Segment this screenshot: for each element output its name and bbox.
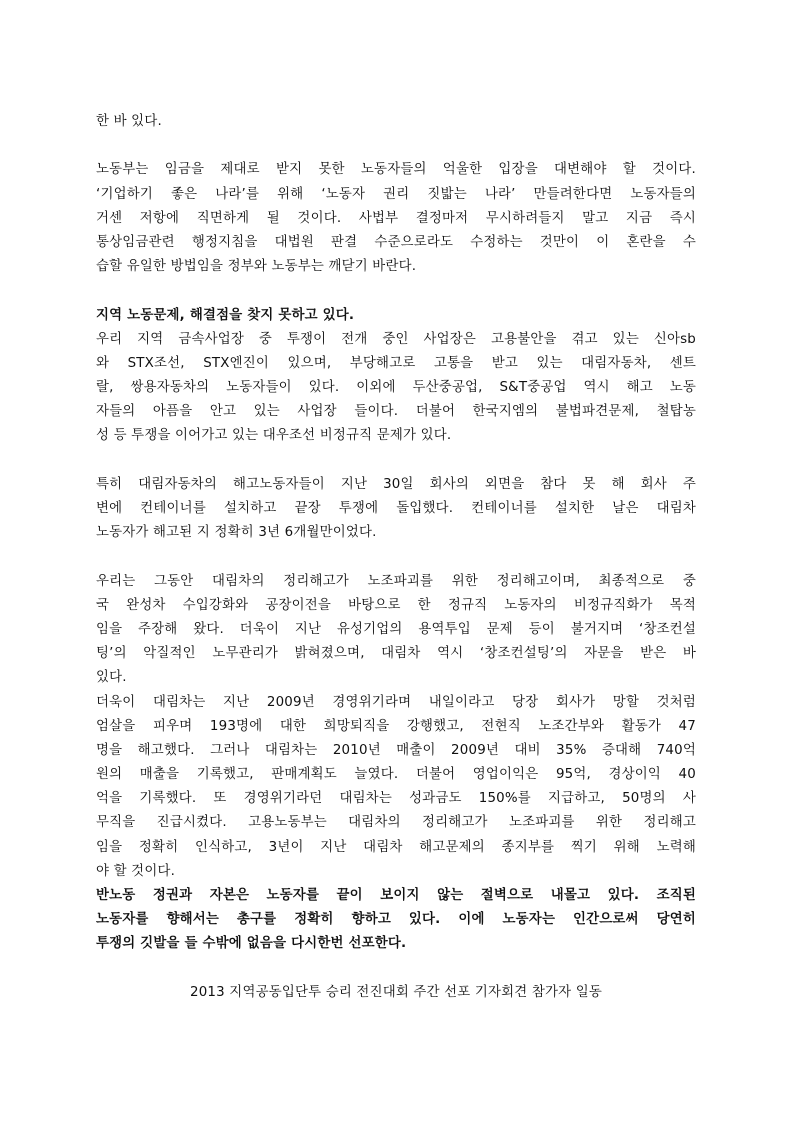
text-line: 습할 유일한 방법임을 정부와 노동부는 깨닫기 바란다.: [96, 259, 417, 275]
text-line: 원의 매출을 기록했고, 판매계획도 늘였다. 더불어 영업이익은 95억, 경상이익 40: [96, 767, 696, 783]
paragraph-financials: [96, 691, 696, 885]
text-line: 억을 기록했다. 또 경영위기라던 대림차는 성과금도 150%를 지급하고, 50명의 사: [96, 791, 696, 807]
paragraph-labor-ministry: [96, 158, 696, 279]
text-line: 팅’의 악질적인 노무관리가 밝혀졌으며, 대림차 역시 ‘창조컨설팅’의 자문을 받은 바: [96, 646, 696, 662]
text-line: 노동자를 향해서는 총구를 정확히 향하고 있다. 이에 노동자는 인간으로써 당연히: [96, 912, 696, 928]
text-line: 노동자가 해고된 지 정확히 3년 6개월만이었다.: [96, 525, 377, 541]
paragraph-gap: [96, 279, 696, 303]
text-line: 반노동 정권과 자본은 노동자를 끝이 보이지 않는 절벽으로 내몰고 있다. 조직된: [96, 888, 696, 903]
section-heading: 지역 노동문제, 해결점을 찾지 못하고 있다.: [96, 307, 355, 323]
text-line: 노동부는 임금을 제대로 받지 못한 노동자들의 억울한 입장을 대변해야 할 것이다.: [96, 162, 696, 178]
text-line: ‘기업하기 좋은 나라’를 위해 ‘노동자 권리 짓밟는 나라’ 만들려한다면 노동자들의: [96, 186, 696, 202]
text-line: 명을 해고했다. 그러나 대림차는 2010년 매출이 2009년 대비 35% 증대해 740억: [96, 742, 696, 758]
text-line: 국 완성차 수입강화와 공장이전을 바탕으로 한 정규직 노동자의 비정규직화가 목적: [96, 597, 696, 613]
document-body: [96, 110, 696, 1005]
text-line: 변에 컨테이너를 설치하고 끝장 투쟁에 돌입했다. 컨테이너를 설치한 날은 대림차: [96, 501, 696, 516]
text-line: 거센 저항에 직면하게 될 것이다. 사법부 결정마저 무시하려들지 말고 지금 즉시: [96, 210, 696, 226]
text-line: 임을 정확히 인식하고, 3년이 지난 대림차 해고문제의 종지부를 찍기 위해 노력해: [96, 839, 696, 855]
paragraph-gap: [96, 545, 696, 569]
paragraph-declaration: [96, 884, 696, 957]
text-line: 무직을 진급시켰다. 고용노동부는 대림차의 정리해고가 노조파괴를 위한 정리해고: [96, 815, 696, 831]
text-line: 투쟁의 깃발을 들 수밖에 없음을 다시한번 선포한다.: [96, 936, 407, 952]
text-line: 성 등 투쟁을 이어가고 있는 대우조선 비정규직 문제가 있다.: [96, 428, 452, 444]
paragraph-gap: [96, 449, 696, 473]
paragraph-intro: [96, 110, 696, 134]
signature-line: 2013 지역공동입단투 승리 전진대회 주간 선포 기자회견 참가자 일동: [189, 984, 603, 1000]
text-line: 통상임금관련 행정지침을 대법원 판결 수준으로라도 수정하는 것만이 이 혼란을 수: [96, 234, 696, 250]
text-line: 랄, 쌍용자동차의 노동자들이 있다. 이외에 두산중공업, S&T중공업 역시 해고 노동: [96, 380, 696, 396]
text-line: 있다.: [96, 670, 127, 686]
paragraph-daelim-struggle: [96, 473, 696, 546]
text-line: 특히 대림자동차의 해고노동자들이 지난 30일 회사의 외면을 참다 못 해 회사 주: [96, 476, 696, 492]
text-line: 임을 주장해 왔다. 더욱이 지난 유성기업의 용역투입 문제 등이 불거지며 ‘창조컨설: [96, 621, 696, 637]
text-line: 우리 지역 금속사업장 중 투쟁이 전개 중인 사업장은 고용불안을 겪고 있는 신아sb: [96, 331, 696, 347]
paragraph-layoff-claim: [96, 570, 696, 691]
text-line: 한 바 있다.: [96, 114, 162, 129]
text-line: 자들의 아픔을 안고 있는 사업장 들이다. 더불어 한국지엠의 불법파견문제, 철탑농: [96, 404, 696, 420]
text-line: 와 STX조선, STX엔진이 있으며, 부당해고로 고통을 받고 있는 대림자동차, 센트: [96, 355, 696, 371]
text-line: 더욱이 대림차는 지난 2009년 경영위기라며 내일이라고 당장 회사가 망할 것처럼: [96, 694, 696, 710]
text-line: 엄살을 피우며 193명에 대한 희망퇴직을 강행했고, 전현직 노조간부와 활동가 47: [96, 718, 696, 734]
text-line: 우리는 그동안 대림차의 정리해고가 노조파괴를 위한 정리해고이며, 최종적으로 중: [96, 573, 696, 589]
paragraph-regional-issues: [96, 328, 696, 449]
paragraph-gap: [96, 134, 696, 158]
text-line: 야 할 것이다.: [96, 863, 176, 879]
